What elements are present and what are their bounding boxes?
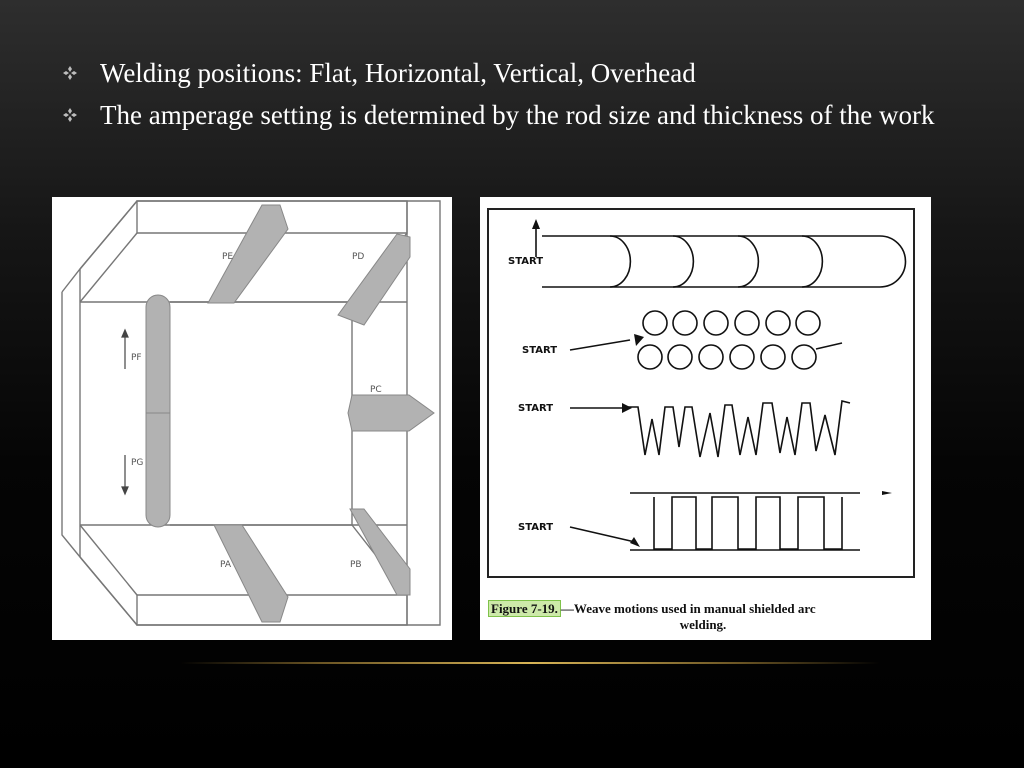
label-pe: PE [222,252,234,262]
weave-motions-diagram [480,197,931,640]
start-label: START [522,345,558,356]
start-label: START [518,403,554,414]
label-pf: PF [131,353,142,363]
start-label: START [508,256,544,267]
arrow-right-icon [634,334,644,346]
label-pg: PG [131,458,144,468]
figure-number: Figure 7-19. [488,600,561,617]
caption-text-2: welding. [679,617,727,632]
label-pb: PB [350,560,362,570]
gold-divider [180,662,880,664]
label-pc: PC [370,385,382,395]
bullet-list [62,56,942,140]
arrow-down-icon [122,487,128,494]
label-pa: PA [220,560,232,570]
bullet-text: The amperage setting is determined by the rod size and thickness of the work [100,100,935,130]
caption-text: —Weave motions used in manual shielded arc [560,601,816,616]
diamond-cluster-icon [62,65,78,81]
welding-positions-figure [52,197,452,640]
bullet-item [62,98,942,132]
arrow-right-icon [882,491,892,495]
arrow-up-icon [532,219,540,229]
arrow-up-icon [122,330,128,337]
bullet-item [62,56,942,90]
diamond-cluster-icon [62,107,78,123]
welding-positions-diagram [52,197,452,640]
label-pd: PD [352,252,365,262]
arrow-right-icon [630,537,640,547]
weave-motions-figure [480,197,931,640]
bullet-text: Welding positions: Flat, Horizontal, Vertical, Overhead [100,58,696,88]
figure-caption [488,601,918,633]
start-label: START [518,522,554,533]
arrow-right-icon [622,403,632,413]
